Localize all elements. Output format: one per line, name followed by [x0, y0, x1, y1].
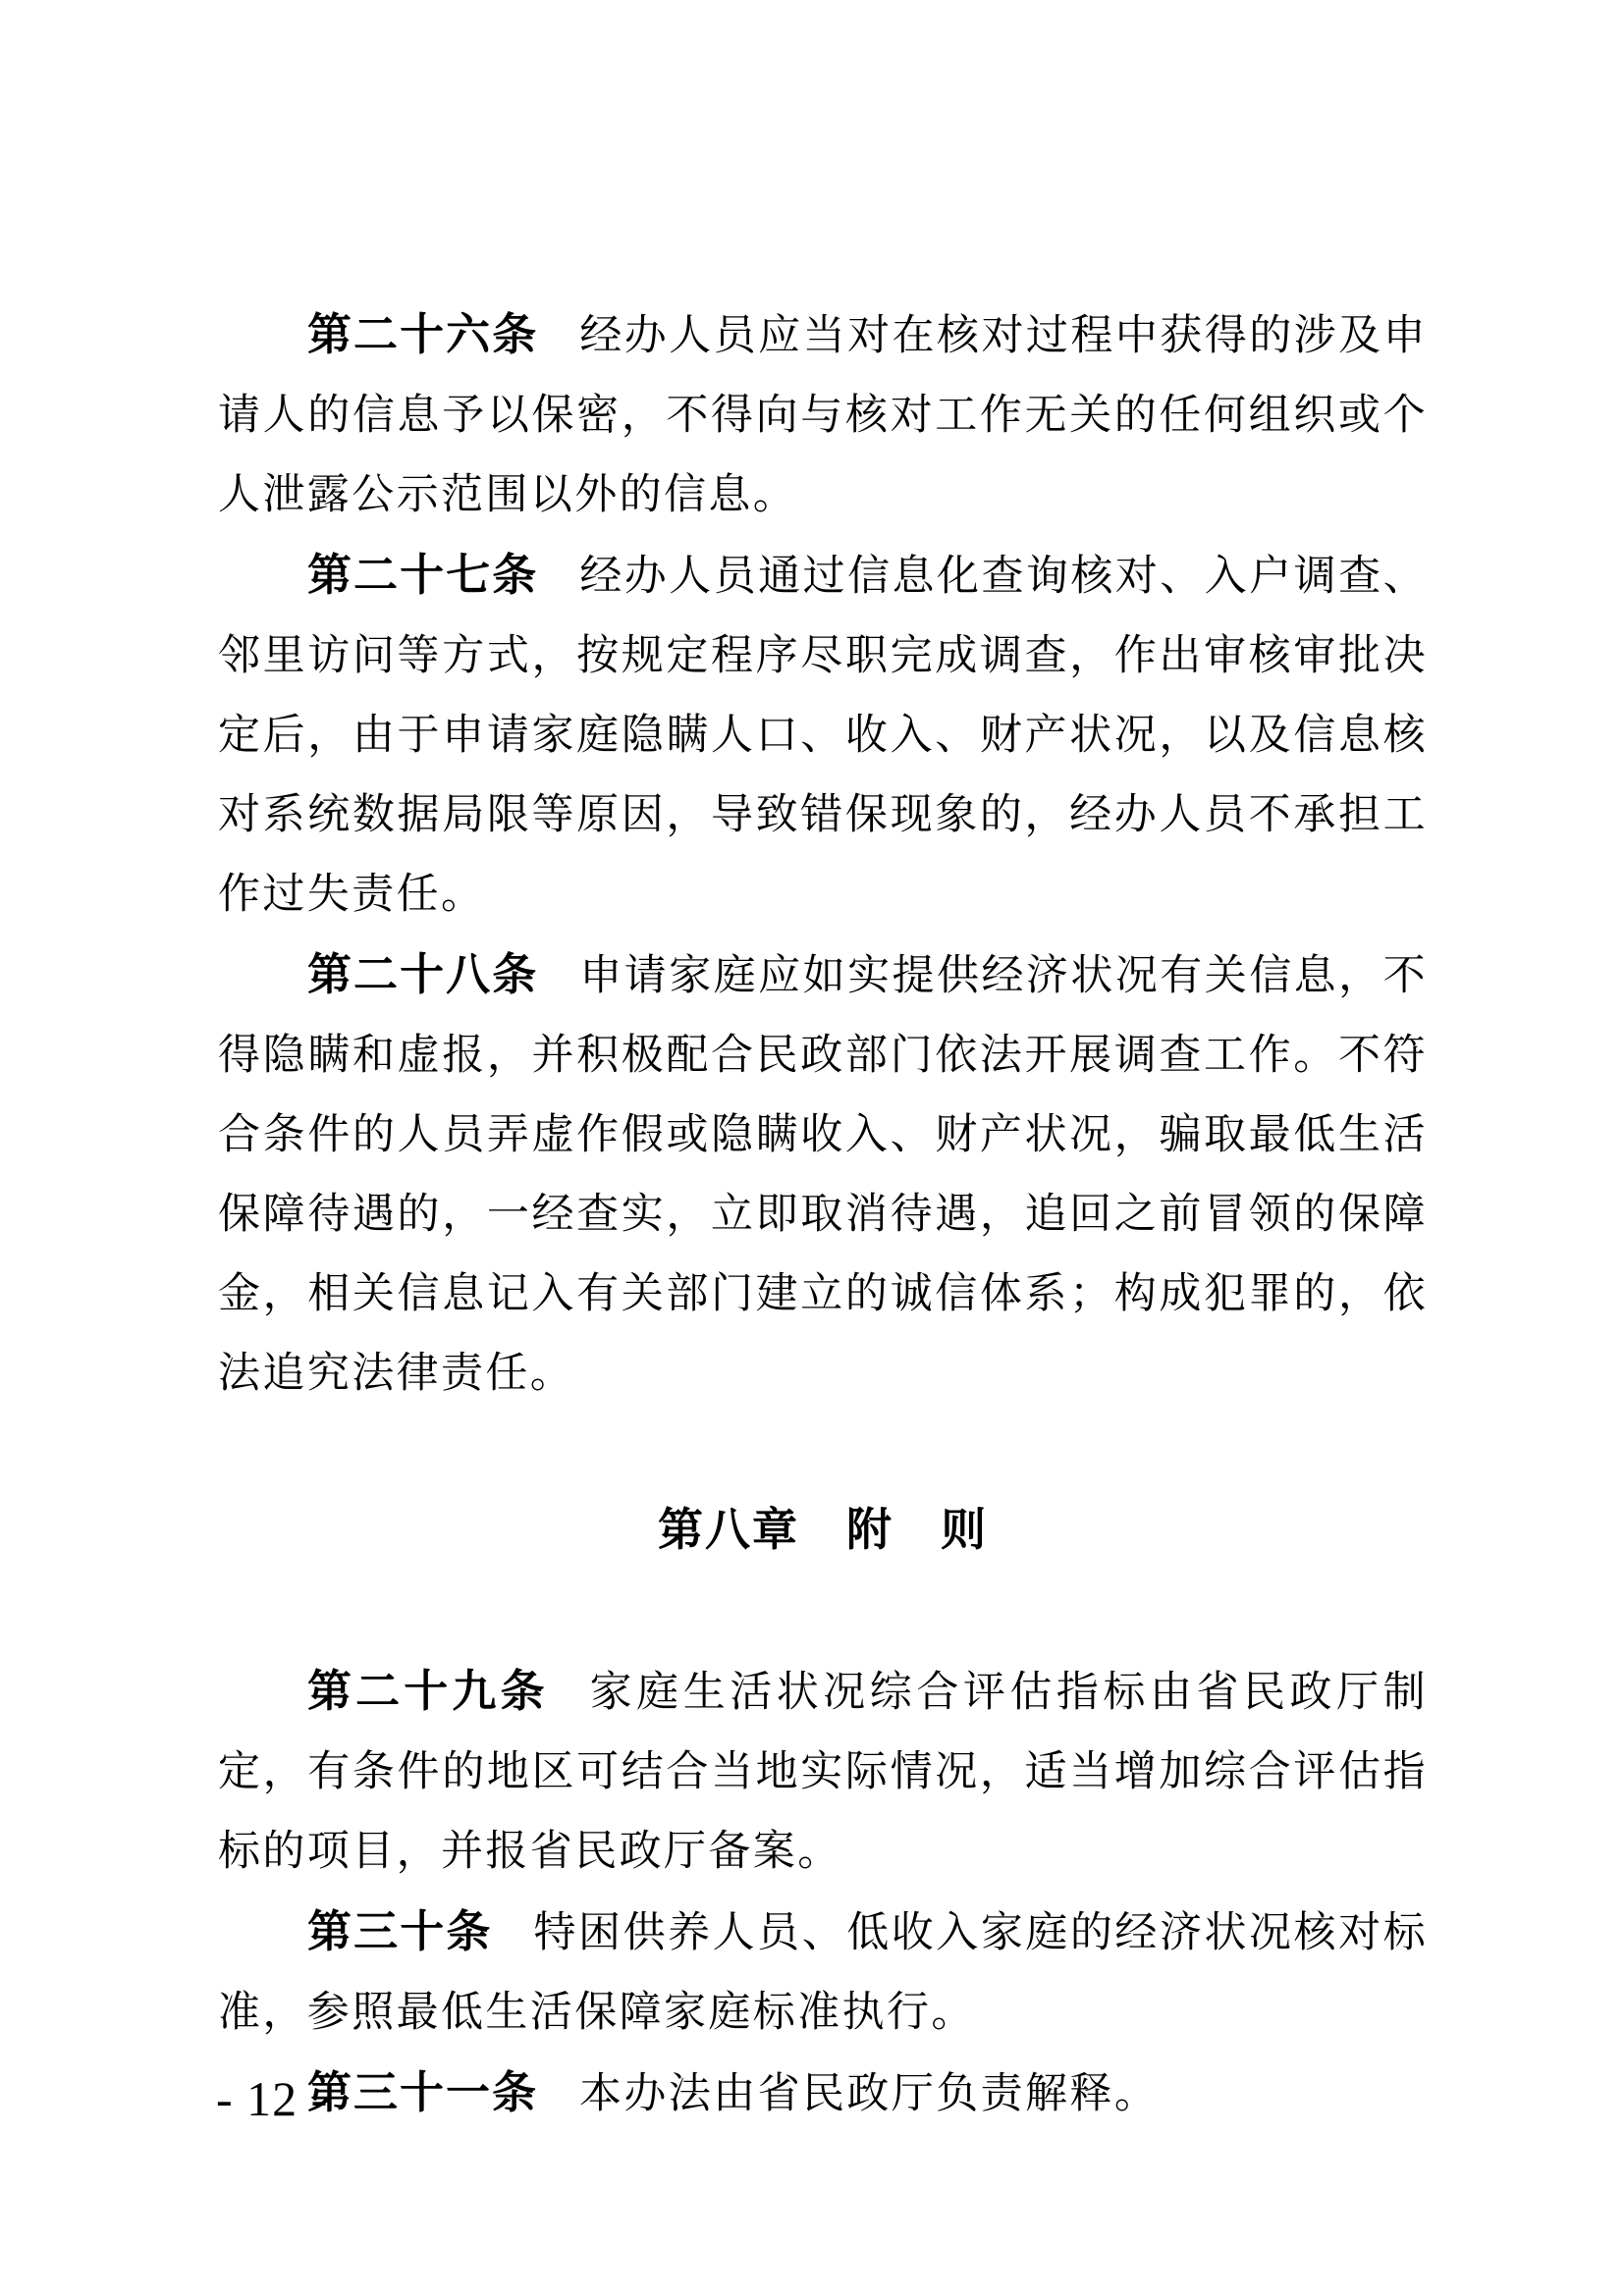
article-29-number: 第二十九条 [307, 1666, 549, 1716]
article-31-number: 第三十一条 [307, 2067, 539, 2117]
article-28-number: 第二十八条 [307, 949, 539, 999]
article-30-number: 第三十条 [307, 1906, 493, 1956]
article-28-text: 申请家庭应如实提供经济状况有关信息，不得隐瞒和虚报，并积极配合民政部门依法开展调查工作。不符合条件的人员弄虚作假或隐瞒收入、财产状况，骗取最低生活保障待遇的，一经查实，立即取消待遇，追回之前冒领的保障金，相关信息记入有关部门建立的诚信体系；构成犯罪的，依法追究法律责任。 [218, 953, 1428, 1397]
article-31-text: 本办法由省民政厅负责解释。 [579, 2071, 1160, 2117]
article-30 [218, 1892, 1428, 2053]
article-28 [218, 934, 1428, 1414]
article-29 [218, 1651, 1428, 1892]
article-31 [218, 2053, 1428, 2134]
chapter-heading: 第八章 附 则 [658, 1504, 988, 1555]
article-26-text: 经办人员应当对在核对过程中获得的涉及申请人的信息予以保密，不得向与核对工作无关的任何组织或个人泄露公示范围以外的信息。 [218, 313, 1428, 518]
document-body [218, 294, 1428, 2134]
article-27-text: 经办人员通过信息化查询核对、入户调查、邻里访问等方式，按规定程序尽职完成调查，作出审核审批决定后，由于申请家庭隐瞒人口、收入、财产状况，以及信息核对系统数据局限等原因，导致错保现象的，经办人员不承担工作过失责任。 [218, 554, 1428, 918]
article-27-number: 第二十七条 [307, 550, 539, 600]
page-number: - 12 - [216, 2071, 329, 2126]
article-29-text: 家庭生活状况综合评估指标由省民政厅制定，有条件的地区可结合当地实际情况，适当增加综合评估指标的项目，并报省民政厅备案。 [218, 1670, 1428, 1875]
article-30-text: 特困供养人员、低收入家庭的经济状况核对标准，参照最低生活保障家庭标准执行。 [218, 1910, 1428, 2036]
article-26 [218, 294, 1428, 535]
article-26-number: 第二十六条 [307, 309, 539, 359]
article-27 [218, 535, 1428, 934]
